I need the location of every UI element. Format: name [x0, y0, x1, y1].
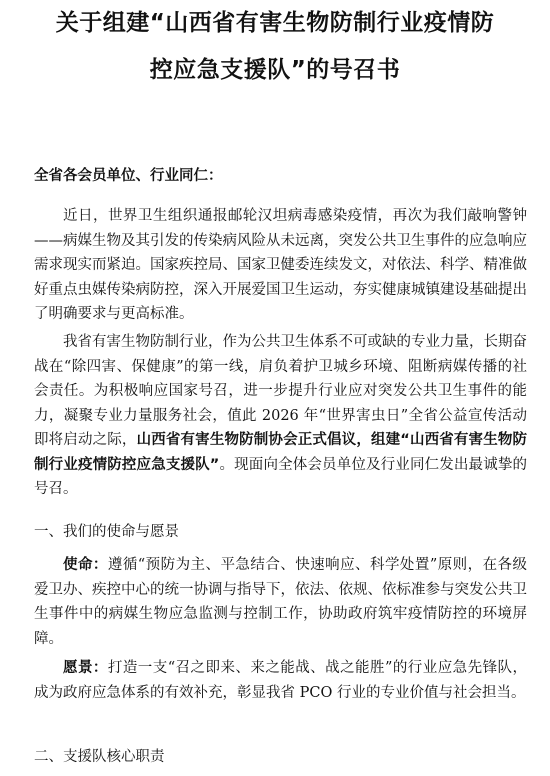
paragraph-mission: [34, 553, 527, 651]
section-heading-core-duties: 二、支援队核心职责: [34, 749, 165, 765]
section-heading-mission-vision: 一、我们的使命与愿景: [34, 524, 179, 540]
vision-text: 打造一支“召之即来、来之能战、战之能胜”的行业应急先锋队，成为政府应急体系的有效补充，彰显我省 PCO 行业的专业价值与社会担当。: [34, 660, 527, 701]
paragraph-vision: [34, 656, 527, 705]
paragraph-intro: 近日，世界卫生组织通报邮轮汉坦病毒感染疫情，再次为我们敲响警钟——病媒生物及其引发的传染病风险从未远离，突发公共卫生事件的应急响应需求现实而紧迫。国家疾控局、国家卫健委连续发文，对依法、科学、精准做好重点虫媒传染病防控，深入开展爱国卫生运动，夯实健康城镇建设基础提出了明确要求与更高标准。: [34, 208, 527, 322]
vision-label: 愿景：: [63, 660, 108, 676]
document-title-line-2: 控应急支援队”的号召书: [149, 57, 401, 83]
salutation: 全省各会员单位、行业同仁：: [34, 168, 223, 184]
paragraph-initiative: [34, 330, 527, 502]
document-title-line-1: 关于组建“山西省有害生物防制行业疫情防: [55, 10, 495, 36]
mission-label: 使命：: [63, 557, 108, 573]
paragraph-initiative-tail: 。现面向全体会员单位及行业同仁发出最诚挚的号召。: [34, 456, 528, 497]
paragraph-initiative-text: 我省有害生物防制行业，作为公共卫生体系不可或缺的专业力量，长期奋战在“除四害、保健康”的第一线，肩负着护卫城乡环境、阻断病媒传播的社会责任。为积极响应国家号召，进一步提升行业应对突发公共卫生事件的能力，凝聚专业力量服务社会，值此 2026 年“世界害虫日”全省公益宣传活动即将启动之际，: [34, 334, 527, 448]
mission-text: 遵循“预防为主、平急结合、快速响应、科学处置”原则，在各级爱卫办、疾控中心的统一协调与指导下，依法、依规、依标准参与突发公共卫生事件中的病媒生物应急监测与控制工作，协助政府筑牢疫情防控的环境屏障。: [34, 557, 527, 647]
paragraph-initiative-emphasis: 山西省有害生物防制协会正式倡议，组建“山西省有害生物防制行业疫情防控应急支援队”: [34, 432, 528, 473]
